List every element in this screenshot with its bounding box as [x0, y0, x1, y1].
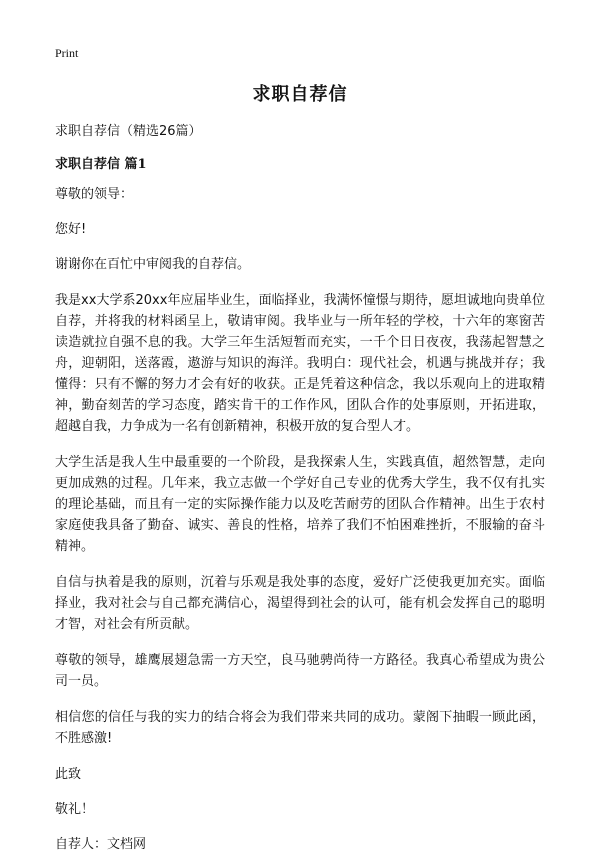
page-title: 求职自荐信	[252, 84, 348, 105]
closing-line-1: 此致	[55, 767, 82, 782]
document-subtitle: 求职自荐信（精选26篇）	[55, 124, 202, 139]
salutation: 尊敬的领导：	[55, 187, 134, 202]
body-paragraph-4: 尊敬的领导，雄鹰展翅急需一方天空，良马驰骋尚待一方路径。我真心希望成为贵公司一员。	[55, 653, 545, 689]
body-paragraph-5: 相信您的信任与我的实力的结合将会为我们带来共同的成功。蒙阁下抽暇一顾此函，不胜感激!	[55, 710, 545, 746]
body-paragraph-2: 大学生活是我人生中最重要的一个阶段，是我探索人生，实践真值，超然智慧，走向更加成熟的过程。几年来，我立志做一个学好自己专业的优秀大学生，我不仅有扎实的理论基础，而且有一定的实际操作能力以及吃苦耐劳的团队合作精神。出生于农村家庭使我具备了勤奋、诚实、善良的性格，培养了我们不怕困难挫折，不服输的奋斗精神。	[55, 455, 545, 554]
opening-line: 谢谢你在百忙中审阅我的自荐信。	[55, 257, 251, 272]
print-link[interactable]: Print	[55, 46, 79, 60]
section-title: 求职自荐信 篇1	[55, 157, 147, 172]
body-paragraph-1: 我是xx大学系20xx年应届毕业生，面临择业，我满怀憧憬与期待，愿坦诚地向贵单位自荐，并将我的材料函呈上，敬请审阅。我毕业与一所年轻的学校，十六年的寒窗苦读造就拉自强不息的我。大学三年生活短暂而充实，一千个日日夜夜，我荡起智慧之舟，迎朝阳，送落霞，遨游与知识的海洋。我明白：现代社会，机遇与挑战并存；我懂得：只有不懈的努力才会有好的收获。正是凭着这种信念，我以乐观向上的进取精神，勤奋刻苦的学习态度，踏实肯干的工作作风，团队合作的处事原则，开拓进取，超越自我，力争成为一名有创新精神，积极开放的复合型人才。	[55, 293, 545, 434]
document-body	[55, 121, 545, 855]
body-paragraph-3: 自信与执着是我的原则，沉着与乐观是我处事的态度，爱好广泛使我更加充实。面临择业，我对社会与自己都充满信心，渴望得到社会的认可，能有机会发挥自己的聪明才智，对社会有所贡献。	[55, 575, 545, 632]
signature: 自荐人：文档网	[55, 837, 147, 852]
greeting: 您好!	[55, 222, 87, 237]
closing-line-2: 敬礼！	[55, 802, 95, 817]
